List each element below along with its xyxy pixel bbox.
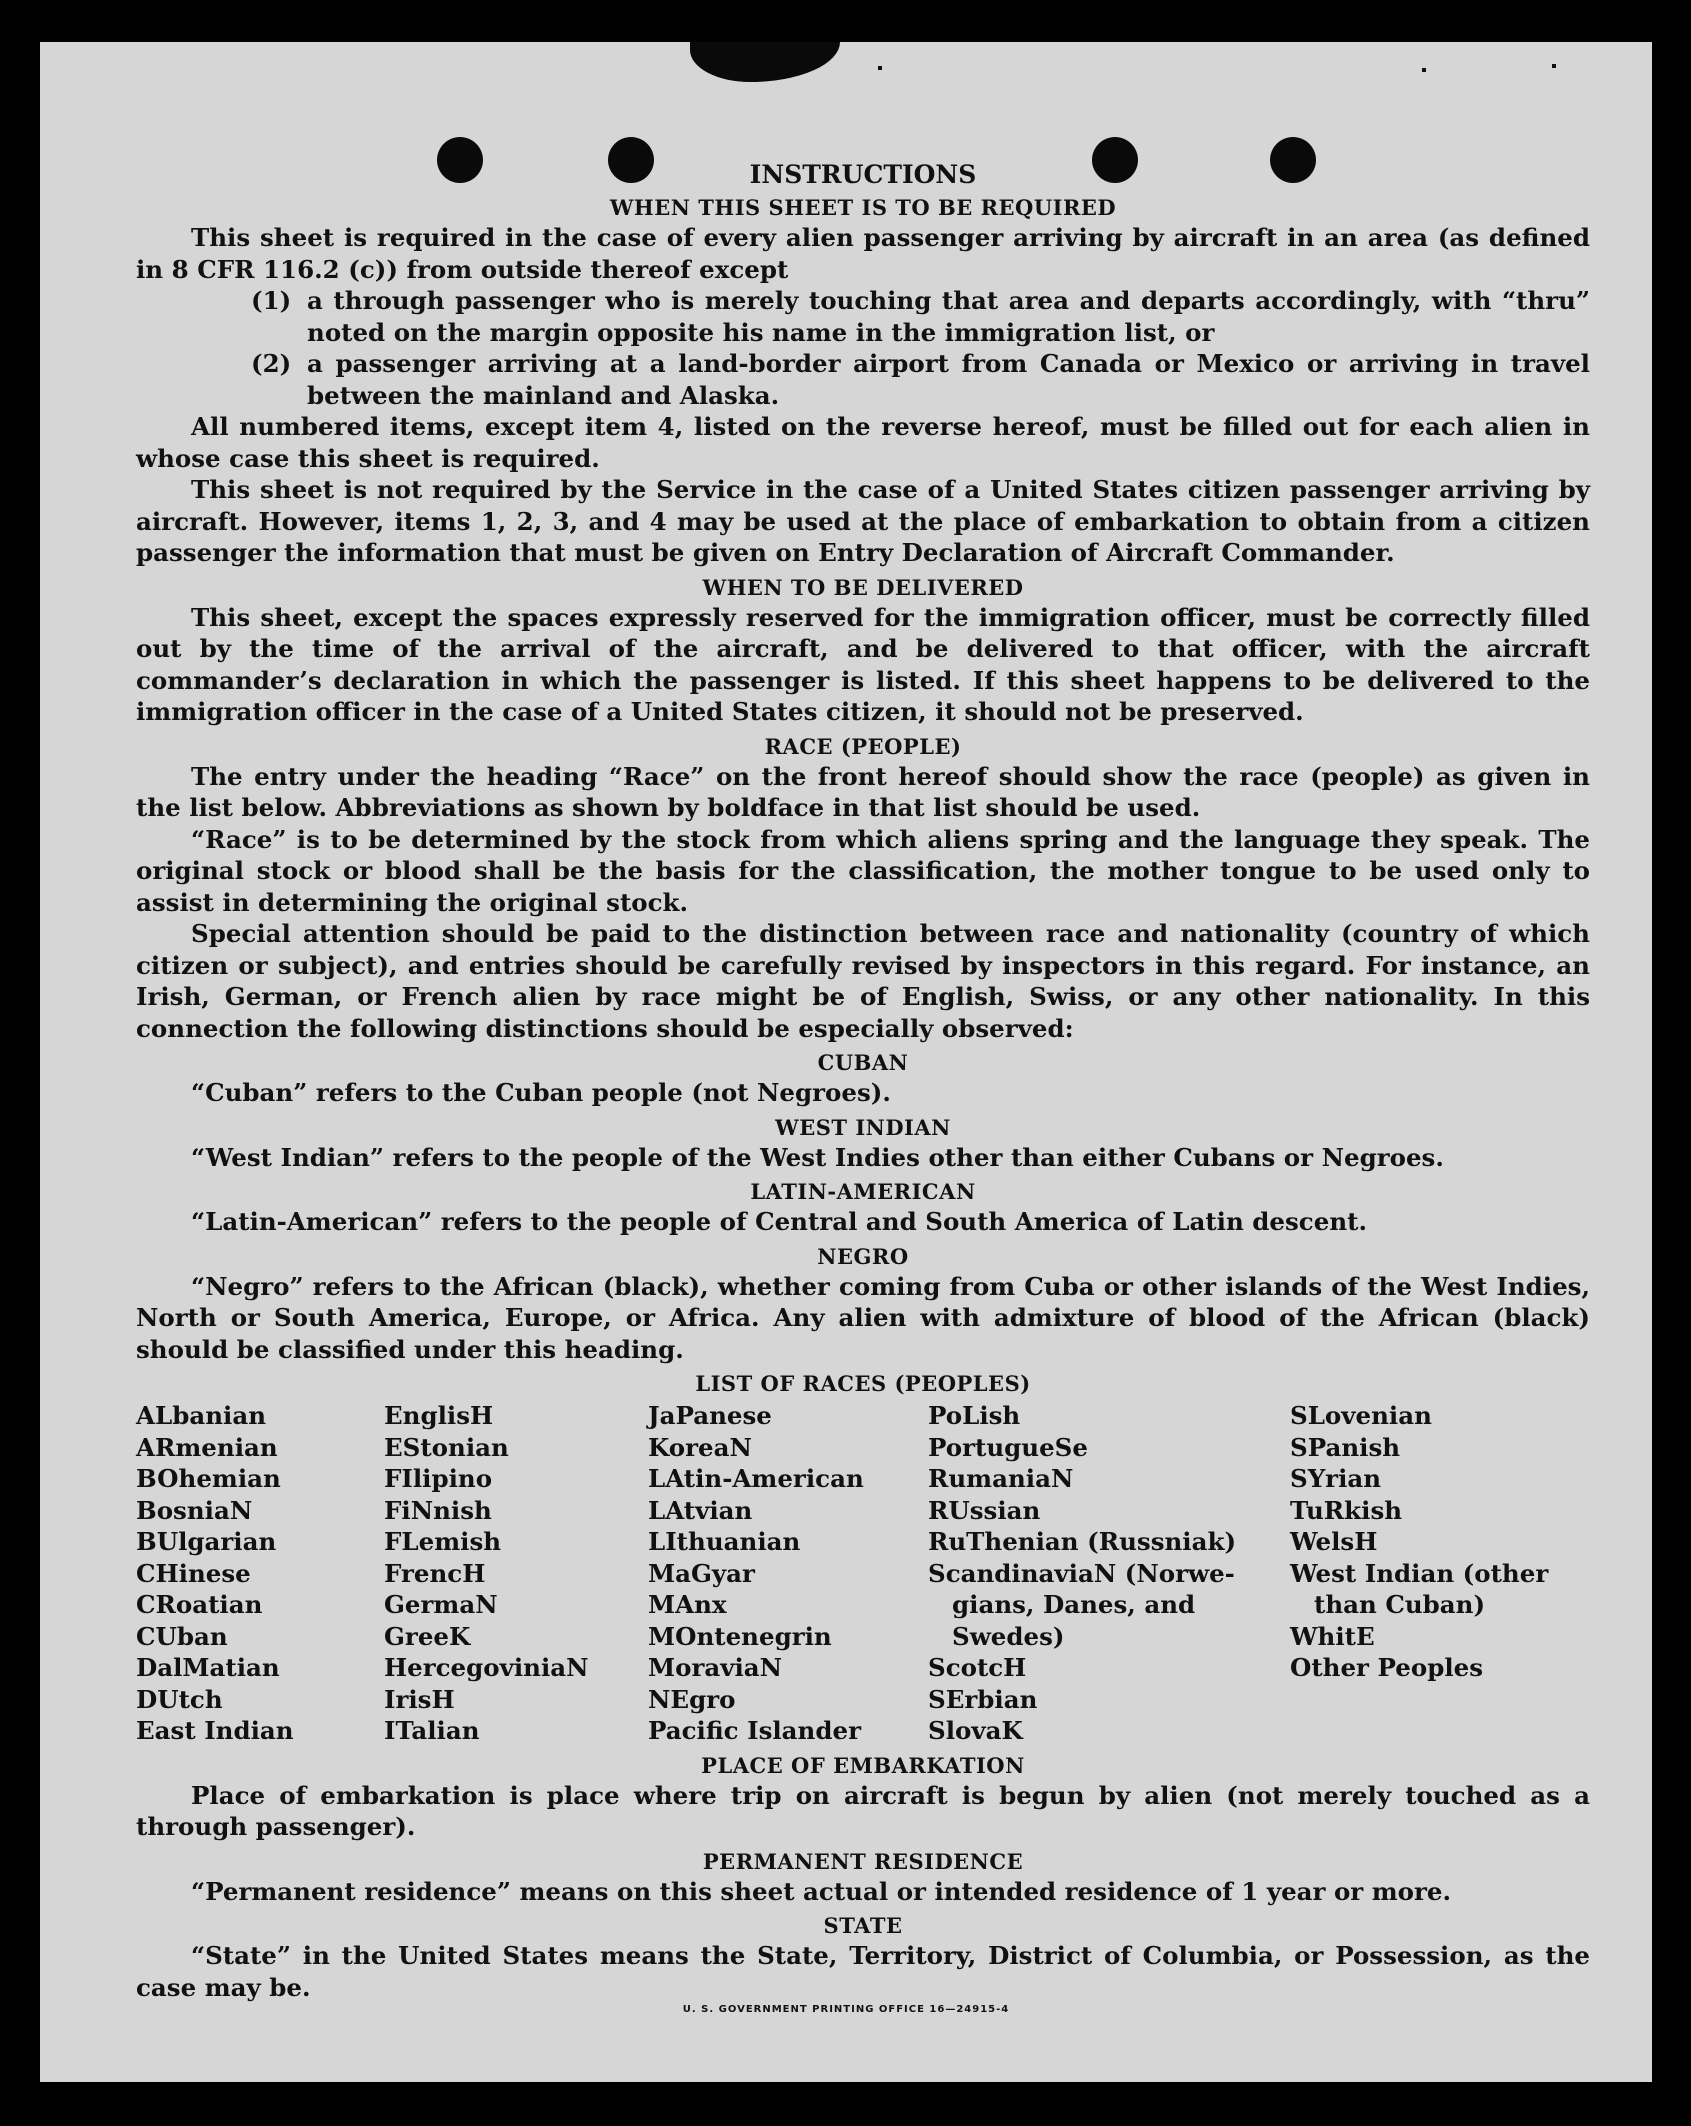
latin-american-definition: “Latin-American” refers to the people of Central and South America of Latin descent. <box>191 1207 1367 1236</box>
race-entry: RumaniaN <box>928 1464 1074 1493</box>
race-entry: MoraviaN <box>648 1653 783 1682</box>
race-entry: FiNnish <box>384 1495 492 1525</box>
race-entry: FLemish <box>384 1527 502 1556</box>
race-paragraph: Special attention should be paid to the distinction between race and nationality (country of which citizen or subject), and entries should be carefully revised by inspectors in this regard. For instance, an Irish, German, or French alien by race might be of English, Swiss, or any other nationality. In this connection the following distinctions should be especially observed: <box>136 919 1590 1043</box>
race-entry: Other Peoples <box>1290 1653 1484 1682</box>
race-entry: than Cuban) <box>1314 1590 1486 1619</box>
race-entry: GreeK <box>384 1621 471 1651</box>
race-entry: LAtin-American <box>648 1464 864 1493</box>
race-entry: SErbian <box>928 1684 1038 1714</box>
section-heading-cuban: CUBAN <box>817 1050 909 1075</box>
race-entry: DalMatian <box>136 1653 280 1682</box>
race-entry: FIlipino <box>384 1464 493 1493</box>
embarkation-definition: Place of embarkation is place where trip on aircraft is begun by alien (not merely touched as a through passenger). <box>136 1780 1590 1841</box>
race-paragraph: The entry under the heading “Race” on the front hereof should show the race (people) as given in the list below. Abbreviations as shown by boldface in that list should be used. <box>136 761 1590 822</box>
race-entry: gians, Danes, and <box>952 1590 1196 1619</box>
item-text: a through passenger who is merely touching that area and departs accordingly, with “thru” noted on the margin opposite his name in the immigration list, or <box>307 286 1590 347</box>
race-entry: FrencH <box>384 1558 486 1588</box>
race-entry: MaGyar <box>648 1558 755 1588</box>
race-entry: BOhemian <box>136 1464 281 1493</box>
race-entry: SYrian <box>1290 1464 1382 1493</box>
race-column <box>648 1400 928 1747</box>
race-entry: BosniaN <box>136 1495 253 1525</box>
race-entry: WelsH <box>1290 1527 1378 1556</box>
section-heading-west-indian: WEST INDIAN <box>775 1114 951 1140</box>
document-sheet <box>40 42 1652 2082</box>
race-entry: East Indian <box>136 1716 294 1745</box>
item-number: (1) <box>251 286 292 315</box>
race-entry: IrisH <box>384 1684 455 1714</box>
page-title: INSTRUCTIONS <box>749 160 977 189</box>
section-heading-latin-american: LATIN-AMERICAN <box>750 1179 976 1204</box>
race-column <box>1290 1400 1580 1747</box>
race-entry: LIthuanian <box>648 1527 801 1556</box>
west-indian-definition: “West Indian” refers to the people of the West Indies other than either Cubans or Negroes. <box>191 1142 1444 1172</box>
speck <box>878 66 882 70</box>
speck <box>1552 64 1556 68</box>
section-heading-state: STATE <box>823 1913 903 1938</box>
race-entry: RuThenian (Russniak) <box>928 1527 1237 1556</box>
race-entry: West Indian (other <box>1290 1558 1549 1588</box>
race-entry: MAnx <box>648 1590 727 1619</box>
race-entry: CHinese <box>136 1558 251 1588</box>
exception-item <box>251 285 1590 348</box>
race-entry: WhitE <box>1290 1621 1375 1651</box>
race-entry: Pacific Islander <box>648 1716 861 1745</box>
negro-definition: “Negro” refers to the African (black), whether coming from Cuba or other islands of the West Indies, North or South America, Europe, or Africa. Any alien with admixture of blood of the African (black) should be classified under this heading. <box>136 1271 1590 1364</box>
race-entry: EStonian <box>384 1432 509 1462</box>
race-entry: SPanish <box>1290 1432 1401 1462</box>
section-heading-negro: NEGRO <box>817 1243 909 1269</box>
item-text: a passenger arriving at a land-border airport from Canada or Mexico or arriving in travel between the mainland and Alaska. <box>307 349 1590 410</box>
required-paragraph: This sheet is not required by the Service in the case of a United States citizen passenger arriving by aircraft. However, items 1, 2, 3, and 4 may be used at the place of embarkation to obtain from a citizen passenger the information that must be given on Entry Declaration of Aircraft Commander. <box>136 475 1590 567</box>
section-heading-residence: PERMANENT RESIDENCE <box>702 1848 1024 1874</box>
race-entry: CRoatian <box>136 1590 263 1619</box>
section-heading-delivered: WHEN TO BE DELIVERED <box>702 574 1024 600</box>
race-column <box>928 1400 1290 1747</box>
race-entry: CUban <box>136 1621 228 1651</box>
section-heading-required: WHEN THIS SHEET IS TO BE REQUIRED <box>609 195 1117 220</box>
race-entry: ScotcH <box>928 1653 1027 1682</box>
race-entry: NEgro <box>648 1684 736 1714</box>
state-definition: “State” in the United States means the State, Territory, District of Columbia, or Possession, as the case may be. <box>136 1941 1590 2002</box>
required-paragraph: All numbered items, except item 4, listed on the reverse hereof, must be filled out for each alien in whose case this sheet is required. <box>136 412 1590 473</box>
section-heading-list-of-races: LIST OF RACES (PEOPLES) <box>695 1371 1031 1396</box>
race-entry: SLovenian <box>1290 1401 1432 1430</box>
item-number: (2) <box>251 349 292 378</box>
race-entry: ScandinaviaN (Norwe- <box>928 1558 1235 1588</box>
instructions-content <box>136 160 1590 2003</box>
required-intro: This sheet is required in the case of every alien passenger arriving by aircraft in an area (as defined in 8 CFR 116.2 (c)) from outside thereof except <box>136 223 1590 284</box>
section-heading-embarkation: PLACE OF EMBARKATION <box>701 1752 1025 1778</box>
race-entry: BUlgarian <box>136 1527 277 1556</box>
race-entry: KoreaN <box>648 1432 752 1462</box>
race-entry: PortugueSe <box>928 1432 1088 1462</box>
race-entry: PoLish <box>928 1401 1021 1430</box>
cuban-definition: “Cuban” refers to the Cuban people (not Negroes). <box>191 1078 891 1107</box>
race-entry: GermaN <box>384 1590 498 1619</box>
race-entry: DUtch <box>136 1684 223 1714</box>
delivered-paragraph: This sheet, except the spaces expressly reserved for the immigration officer, must be correctly filled out by the time of the arrival of the aircraft, and be delivered to that officer, with the aircraft commander’s declaration in which the passenger is listed. If this sheet happens to be delivered to the immigration officer in the case of a United States citizen, it should not be preserved. <box>136 602 1590 726</box>
torn-edge <box>690 42 840 82</box>
race-column <box>136 1400 384 1747</box>
race-list <box>136 1400 1590 1747</box>
race-entry: TuRkish <box>1290 1495 1403 1525</box>
section-heading-race: RACE (PEOPLE) <box>764 733 962 759</box>
race-entry: ITalian <box>384 1716 480 1745</box>
race-entry: LAtvian <box>648 1495 753 1525</box>
race-entry: JaPanese <box>648 1401 772 1430</box>
exception-item <box>251 348 1590 411</box>
residence-definition: “Permanent residence” means on this sheet actual or intended residence of 1 year or more. <box>191 1876 1452 1906</box>
race-paragraph: “Race” is to be determined by the stock from which aliens spring and the language they speak. The original stock or blood shall be the basis for the classification, the mother tongue to be used only to assist in determining the original stock. <box>136 824 1590 917</box>
race-entry: ALbanian <box>136 1401 267 1430</box>
speck <box>1422 68 1426 72</box>
race-entry: MOntenegrin <box>648 1621 832 1651</box>
printing-office-footer: U. S. GOVERNMENT PRINTING OFFICE 16—24915-4 <box>682 2004 1010 2015</box>
race-entry: ARmenian <box>136 1432 278 1462</box>
race-entry: EnglisH <box>384 1401 494 1430</box>
race-column <box>384 1400 648 1747</box>
race-entry: RUssian <box>928 1495 1041 1525</box>
race-entry: Swedes) <box>952 1621 1065 1651</box>
race-entry: SlovaK <box>928 1716 1023 1745</box>
race-entry: HercegoviniaN <box>384 1653 589 1682</box>
